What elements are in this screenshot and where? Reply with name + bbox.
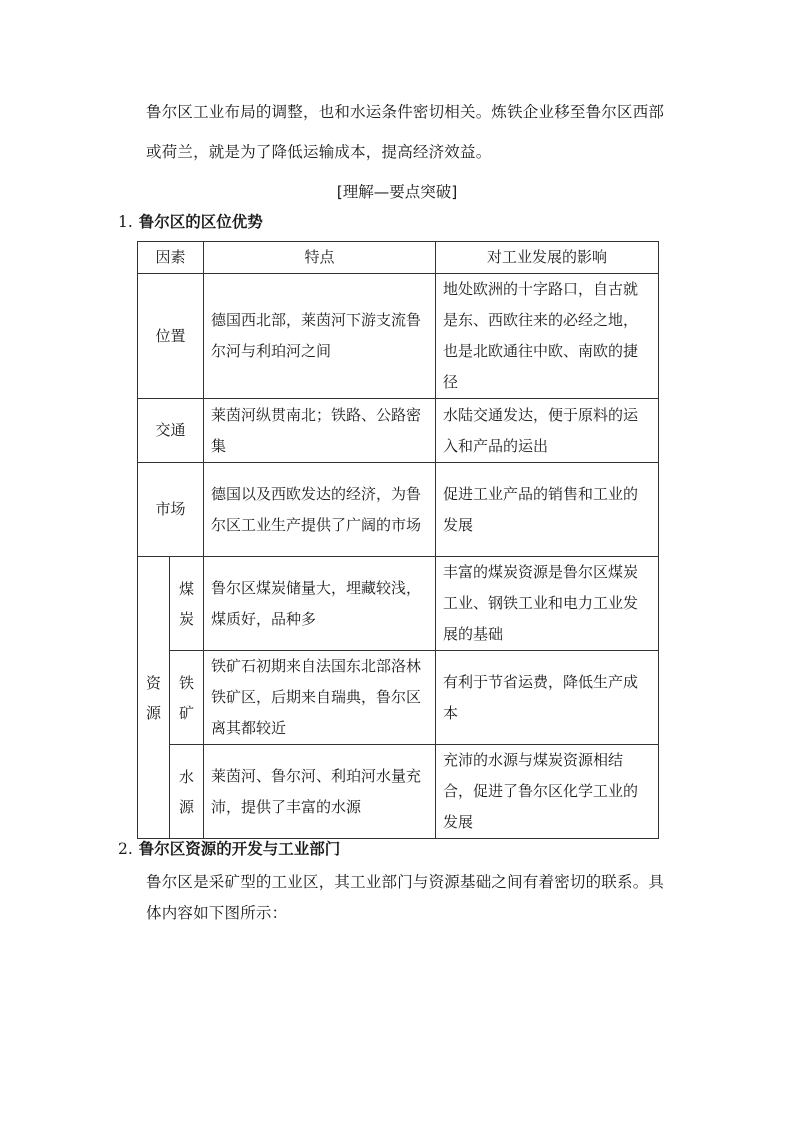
- table-row: [138, 463, 659, 557]
- table-row: [138, 557, 659, 651]
- heading-number: 1.: [118, 213, 133, 231]
- resource-name-cell: 铁矿: [170, 651, 204, 745]
- factor-cell: 交通: [138, 399, 204, 463]
- feature-cell: 德国以及西欧发达的经济，为鲁尔区工业生产提供了广阔的市场: [204, 463, 436, 557]
- table-row: [138, 745, 659, 839]
- impact-cell: 地处欧洲的十字路口，自古就是东、西欧往来的必经之地，也是北欧通往中欧、南欧的捷径: [436, 274, 659, 399]
- table-row: [138, 274, 659, 399]
- feature-cell: 德国西北部，莱茵河下游支流鲁尔河与利珀河之间: [204, 274, 436, 399]
- resource-name-cell: 煤炭: [170, 557, 204, 651]
- feature-cell: 铁矿石初期来自法国东北部洛林铁矿区，后期来自瑞典，鲁尔区离其都较近: [204, 651, 436, 745]
- factor-cell: 位置: [138, 274, 204, 399]
- impact-cell: 有利于节省运费，降低生产成本: [436, 651, 659, 745]
- section-title: [理解—要点突破]: [336, 183, 458, 201]
- outro-paragraph-line-1: 鲁尔区是采矿型的工业区，其工业部门与资源基础之间有着密切的联系。具: [146, 873, 665, 891]
- feature-cell: 莱茵河纵贯南北；铁路、公路密集: [204, 399, 436, 463]
- impact-cell: 充沛的水源与煤炭资源相结合，促进了鲁尔区化学工业的发展: [436, 745, 659, 839]
- impact-cell: 丰富的煤炭资源是鲁尔区煤炭工业、钢铁工业和电力工业发展的基础: [436, 557, 659, 651]
- heading-text: 鲁尔区资源的开发与工业部门: [138, 840, 341, 858]
- header-feature: 特点: [204, 242, 436, 274]
- heading-resource-development: [118, 838, 340, 860]
- heading-number: 2.: [118, 840, 133, 858]
- resource-name-cell: 水源: [170, 745, 204, 839]
- location-advantages-table: [137, 241, 659, 839]
- feature-cell: 鲁尔区煤炭储量大，埋藏较浅，煤质好，品种多: [204, 557, 436, 651]
- feature-cell: 莱茵河、鲁尔河、利珀河水量充沛，提供了丰富的水源: [204, 745, 436, 839]
- heading-text: 鲁尔区的区位优势: [138, 213, 263, 231]
- intro-paragraph-line-1: 鲁尔区工业布局的调整，也和水运条件密切相关。炼铁企业移至鲁尔区西部: [146, 103, 665, 121]
- table-row: [138, 651, 659, 745]
- heading-location-advantages: [118, 211, 263, 233]
- impact-cell: 促进工业产品的销售和工业的发展: [436, 463, 659, 557]
- factor-cell: 市场: [138, 463, 204, 557]
- header-impact: 对工业发展的影响: [436, 242, 659, 274]
- resource-group-cell: 资源: [138, 557, 170, 839]
- impact-cell: 水陆交通发达，便于原料的运入和产品的运出: [436, 399, 659, 463]
- outro-paragraph-line-2: 体内容如下图所示：: [146, 904, 288, 922]
- header-factor: 因素: [138, 242, 204, 274]
- intro-paragraph-line-2: 或荷兰，就是为了降低运输成本，提高经济效益。: [146, 143, 492, 161]
- table-row: [138, 399, 659, 463]
- table-header-row: [138, 242, 659, 274]
